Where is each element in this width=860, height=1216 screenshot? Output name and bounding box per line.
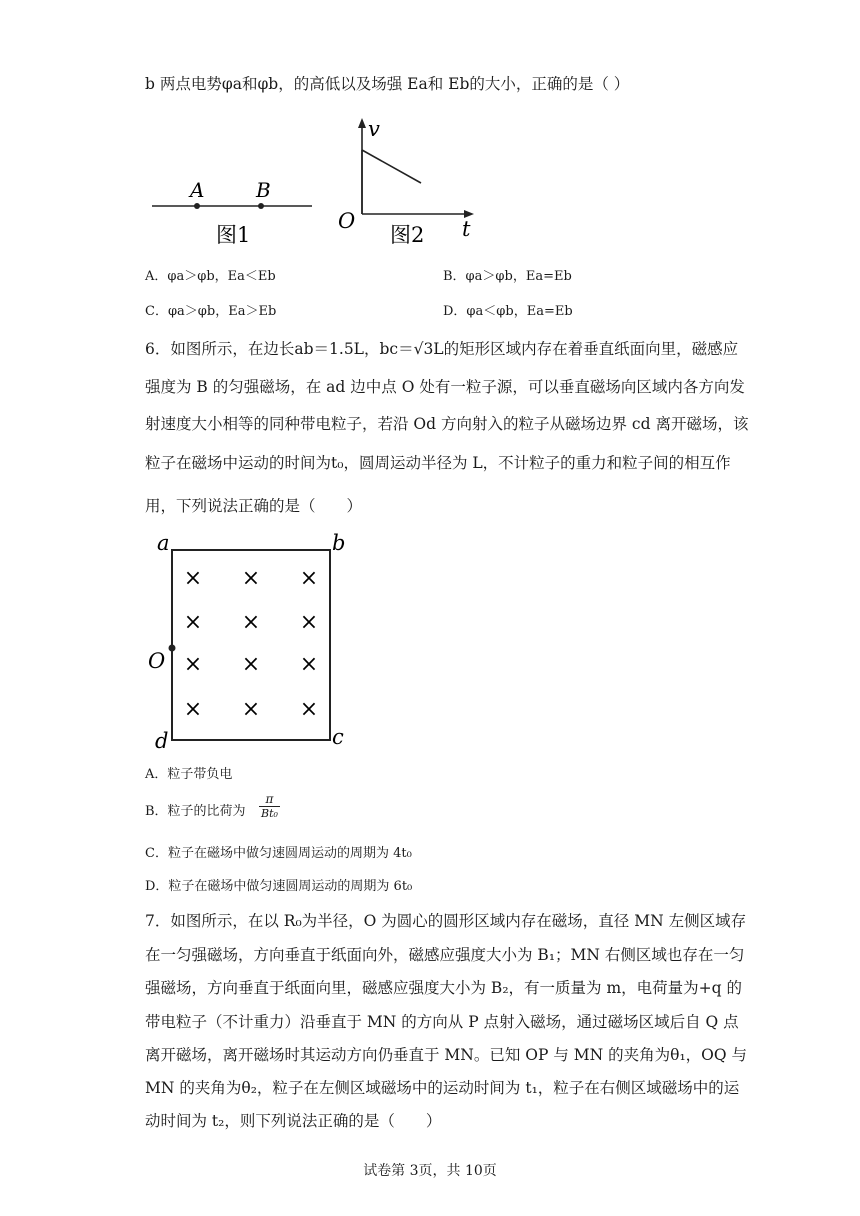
corner-a: a [157, 531, 170, 555]
page-footer: 试卷第 3页，共 10页 [363, 1163, 497, 1179]
q7-stem-line-3: 强磁场，方向垂直于纸面向里，磁感应强度大小为 B₂，有一质量为 m，电荷量为+q 的 [145, 979, 742, 997]
q7-stem-line-7: 动时间为 t₂，则下列说法正确的是（ ） [145, 1112, 442, 1130]
fraction-denominator: Bt₀ [261, 807, 278, 820]
q5-figure-2 [330, 114, 490, 254]
cross-r1c2: × [241, 566, 261, 591]
q6-option-d[interactable]: D．粒子在磁场中做匀速圆周运动的周期为 6t₀ [145, 879, 413, 894]
cross-r2c1: × [183, 610, 203, 635]
fig2-caption: 图2 [390, 223, 425, 247]
corner-b: b [332, 531, 346, 555]
q5-option-d[interactable]: D．φa＜φb，Ea=Eb [443, 304, 573, 319]
q5-stem-tail: b 两点电势φa和φb，的高低以及场强 Ea和 Eb的大小，正确的是（ ） [145, 75, 630, 93]
fig2-origin: O [338, 209, 356, 233]
q7-stem-line-5: 离开磁场，离开磁场时其运动方向仍垂直于 MN。已知 OP 与 MN 的夹角为θ₁，OQ 与 [145, 1046, 748, 1064]
q6-stem-line-5: 用，下列说法正确的是（ ） [145, 497, 363, 515]
fig2-axis-t: t [462, 217, 471, 241]
fig2-axis-v: v [368, 117, 380, 141]
q7-stem-line-1: 7．如图所示，在以 R₀为半径，O 为圆心的圆形区域内存在磁场，直径 MN 左侧区域存 [145, 912, 747, 930]
q7-stem-line-6: MN 的夹角为θ₂，粒子在左侧区域磁场中的运动时间为 t₁，粒子在右侧区域磁场中的运 [145, 1079, 740, 1097]
fig2-v-arrow [358, 118, 366, 128]
q6-option-b-prefix: B．粒子的比荷为 [145, 804, 246, 819]
corner-d: d [155, 729, 169, 753]
cross-r4c3: × [299, 697, 319, 722]
cross-r3c3: × [299, 652, 319, 677]
q6-stem-line-3: 射速度大小相等的同种带电粒子，若沿 Od 方向射入的粒子从磁场边界 cd 离开磁场，该 [145, 415, 749, 433]
cross-r3c1: × [183, 652, 203, 677]
cross-r1c3: × [299, 566, 319, 591]
cross-r4c1: × [183, 697, 203, 722]
q6-option-b-fraction [259, 792, 280, 821]
cross-r2c2: × [241, 610, 261, 635]
cross-r3c2: × [241, 652, 261, 677]
fig1-point-a [194, 203, 200, 209]
label-o: O [148, 649, 166, 673]
q5-option-b[interactable]: B．φa＞φb，Ea=Eb [443, 269, 572, 284]
q6-option-a[interactable]: A．粒子带负电 [145, 767, 233, 782]
fig1-label-a: A [190, 178, 205, 202]
fig1-caption: 图1 [216, 223, 251, 247]
fig1-label-b: B [256, 178, 271, 202]
cross-r2c3: × [299, 610, 319, 635]
q6-stem-line-1: 6．如图所示，在边长ab＝1.5L，bc＝√3L的矩形区域内存在着垂直纸面向里，磁感应 [145, 340, 739, 358]
fraction-numerator: π [265, 792, 274, 806]
q5-figure-1 [150, 170, 320, 250]
cross-r4c2: × [241, 697, 261, 722]
q5-option-c[interactable]: C．φa＞φb，Ea＞Eb [145, 304, 277, 319]
source-point-o [169, 645, 176, 652]
q6-stem-line-2: 强度为 B 的匀强磁场，在 ad 边中点 O 处有一粒子源，可以垂直磁场向区域内各方向发 [145, 378, 745, 396]
q6-stem-line-4: 粒子在磁场中运动的时间为t₀，圆周运动半径为 L，不计粒子的重力和粒子间的相互作 [145, 454, 731, 472]
q7-stem-line-2: 在一匀强磁场，方向垂直于纸面向外，磁感应强度大小为 B₁；MN 右侧区域也存在一匀 [145, 946, 745, 964]
q7-stem-line-4: 带电粒子（不计重力）沿垂直于 MN 的方向从 P 点射入磁场，通过磁场区域后自 Q 点 [145, 1013, 739, 1031]
corner-c: c [332, 725, 344, 749]
cross-r1c1: × [183, 566, 203, 591]
q6-option-b[interactable] [145, 792, 278, 832]
fig2-vt-line [362, 150, 421, 183]
field-crosses [184, 566, 318, 722]
q5-option-a[interactable]: A．φa＞φb，Ea＜Eb [145, 269, 276, 284]
q6-option-c[interactable]: C．粒子在磁场中做匀速圆周运动的周期为 4t₀ [145, 846, 412, 861]
fig1-point-b [258, 203, 264, 209]
q6-figure [140, 526, 360, 754]
